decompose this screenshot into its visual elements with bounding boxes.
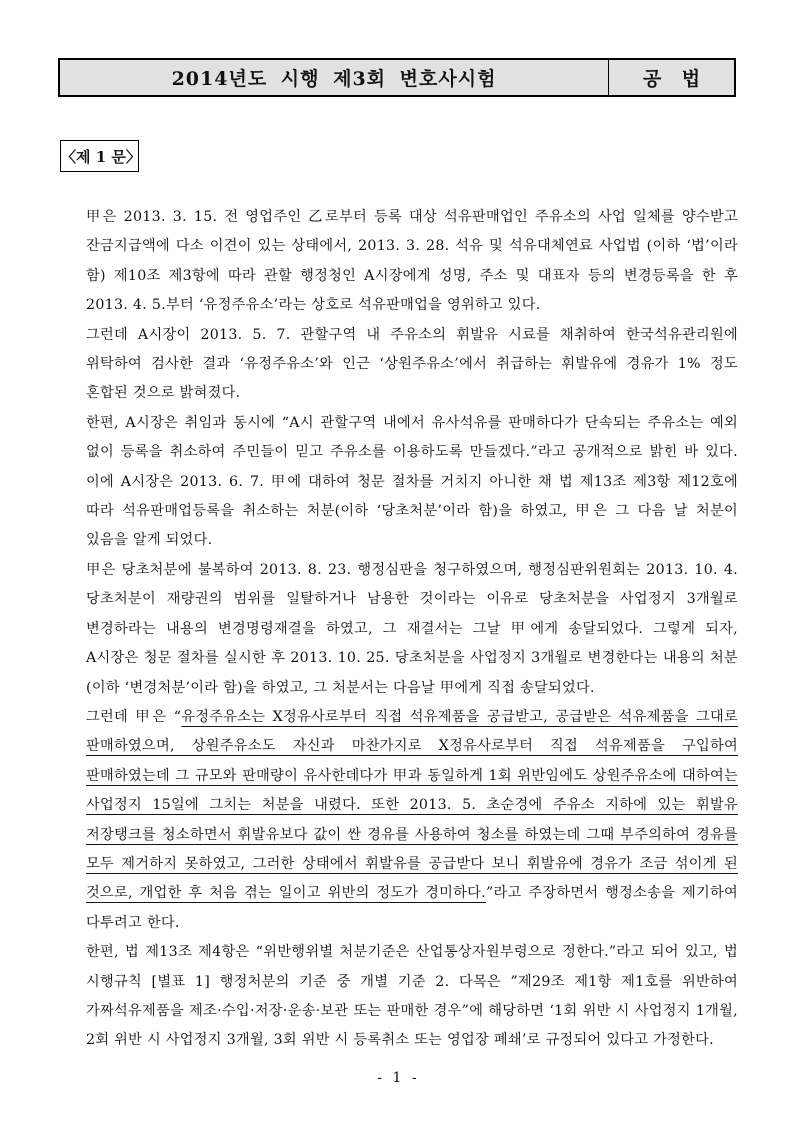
underlined-claim: 유정주유소는 X정유사로부터 직접 석유제품을 공급받고, 공급받은 석유제품을 그대로 판매하였으며, 상원주유소도 자신과 마찬가지로 X정유사로부터 직접 석유제품을 구입하여 판매하였는데 그 규모와 판매량이 유사한데다가 甲과 동일하게 1회 위반임에도 상원주유소에 대하여는 사업정지 15일에 그치는 처분을 내렸다. 또한 2013. 5. 초순경에 주유소 지하에 있는 휘발유 저장탱크를 청소하면서 휘발유보다 값이 싼 경유를 사용하여 청소를 하였는데 그때 부주의하여 경유를 모두 제거하지 못하였고, 그러한 상태에서 휘발유를 공급받다 보니 휘발유에 경유가 조금 섞이게 된 것으로, 개업한 후 처음 겪는 일이고 위반의 정도가 경미하다. — [86, 708, 739, 902]
exam-title: 2014년도 시행 제3회 변호사시험 — [60, 60, 609, 95]
question-body — [86, 203, 738, 1056]
page-number: - 1 - — [377, 1070, 417, 1086]
paragraph-4: 甲은 당초처분에 불복하여 2013. 8. 23. 행정심판을 청구하였으며, 행정심판위원회는 2013. 10. 4. 당초처분이 재량권의 범위를 일탈하거나 남용한 것이라는 이유로 당초처분을 사업정지 3개월로 변경하라는 내용의 변경명령재결을 하였고, 그 재결서는 그날 甲에게 송달되었다. 그렇게 되자, A시장은 청문 절차를 실시한 후 2013. 10. 25. 당초처분을 사업정지 3개월로 변경한다는 내용의 처분(이하 ‘변경처분’이라 함)을 하였고, 그 처분서는 다음날 甲에게 직접 송달되었다. — [86, 561, 738, 696]
paragraph-3: 한편, A시장은 취임과 동시에 “A시 관할구역 내에서 유사석유를 판매하다가 단속되는 주유소는 예외 없이 등록을 취소하여 주민들이 믿고 주유소를 이용하도록 만들겠다.”라고 공개적으로 밝힌 바 있다. 이에 A시장은 2013. 6. 7. 甲에 대하여 청문 절차를 거치지 아니한 채 법 제13조 제3항 제12호에 따라 석유판매업등록을 취소하는 처분(이하 ‘당초처분’이라 함)을 하였고, 甲은 그 다음 날 처분이 있음을 알게 되었다. — [86, 414, 738, 549]
paragraph-5-suffix: ”라고 주장하면서 행정소송을 제기하여 다투려고 한다. — [86, 885, 738, 931]
paragraph-5 — [86, 703, 738, 938]
paragraph-6: 한편, 법 제13조 제4항은 “위반행위별 처분기준은 산업통상자원부령으로 정한다.”라고 되어 있고, 법 시행규칙 [별표 1] 행정처분의 기준 중 개별 기준 2. 다목은 ”제29조 제1항 제1호를 위반하여 가짜석유제품을 제조·수입·저장·운송·보관 또는 판매한 경우”에 해당하면 ‘1회 위반 시 사업정지 1개월, 2회 위반 시 사업정지 3개월, 3회 위반 시 등록취소 또는 영업장 폐쇄’로 규정되어 있다고 가정한다. — [86, 944, 738, 1049]
exam-subject: 공 법 — [642, 68, 701, 90]
question-label: 〈제 1 문〉 — [60, 140, 139, 172]
exam-header — [58, 58, 736, 97]
paragraph-1: 甲은 2013. 3. 15. 전 영업주인 乙로부터 등록 대상 석유판매업인 주유소의 사업 일체를 양수받고 잔금지급액에 다소 이견이 있는 상태에서, 2013. 3. 28. 석유 및 석유대체연료 사업법 (이하 ‘법’이라 함) 제10조 제3항에 따라 관할 행정청인 A시장에게 성명, 주소 및 대표자 등의 변경등록을 한 후 2013. 4. 5.부터 ‘유정주유소’라는 상호로 석유판매업을 영위하고 있다. — [86, 209, 738, 314]
paragraph-2: 그런데 A시장이 2013. 5. 7. 관할구역 내 주유소의 휘발유 시료를 채취하여 한국석유관리원에 위탁하여 검사한 결과 ‘유정주유소’와 인근 ‘상원주유소’에서 취급하는 휘발유에 경유가 1% 정도 혼합된 것으로 밝혀졌다. — [86, 326, 738, 402]
paragraph-5-prefix: 그런데 甲은 “ — [86, 708, 182, 725]
